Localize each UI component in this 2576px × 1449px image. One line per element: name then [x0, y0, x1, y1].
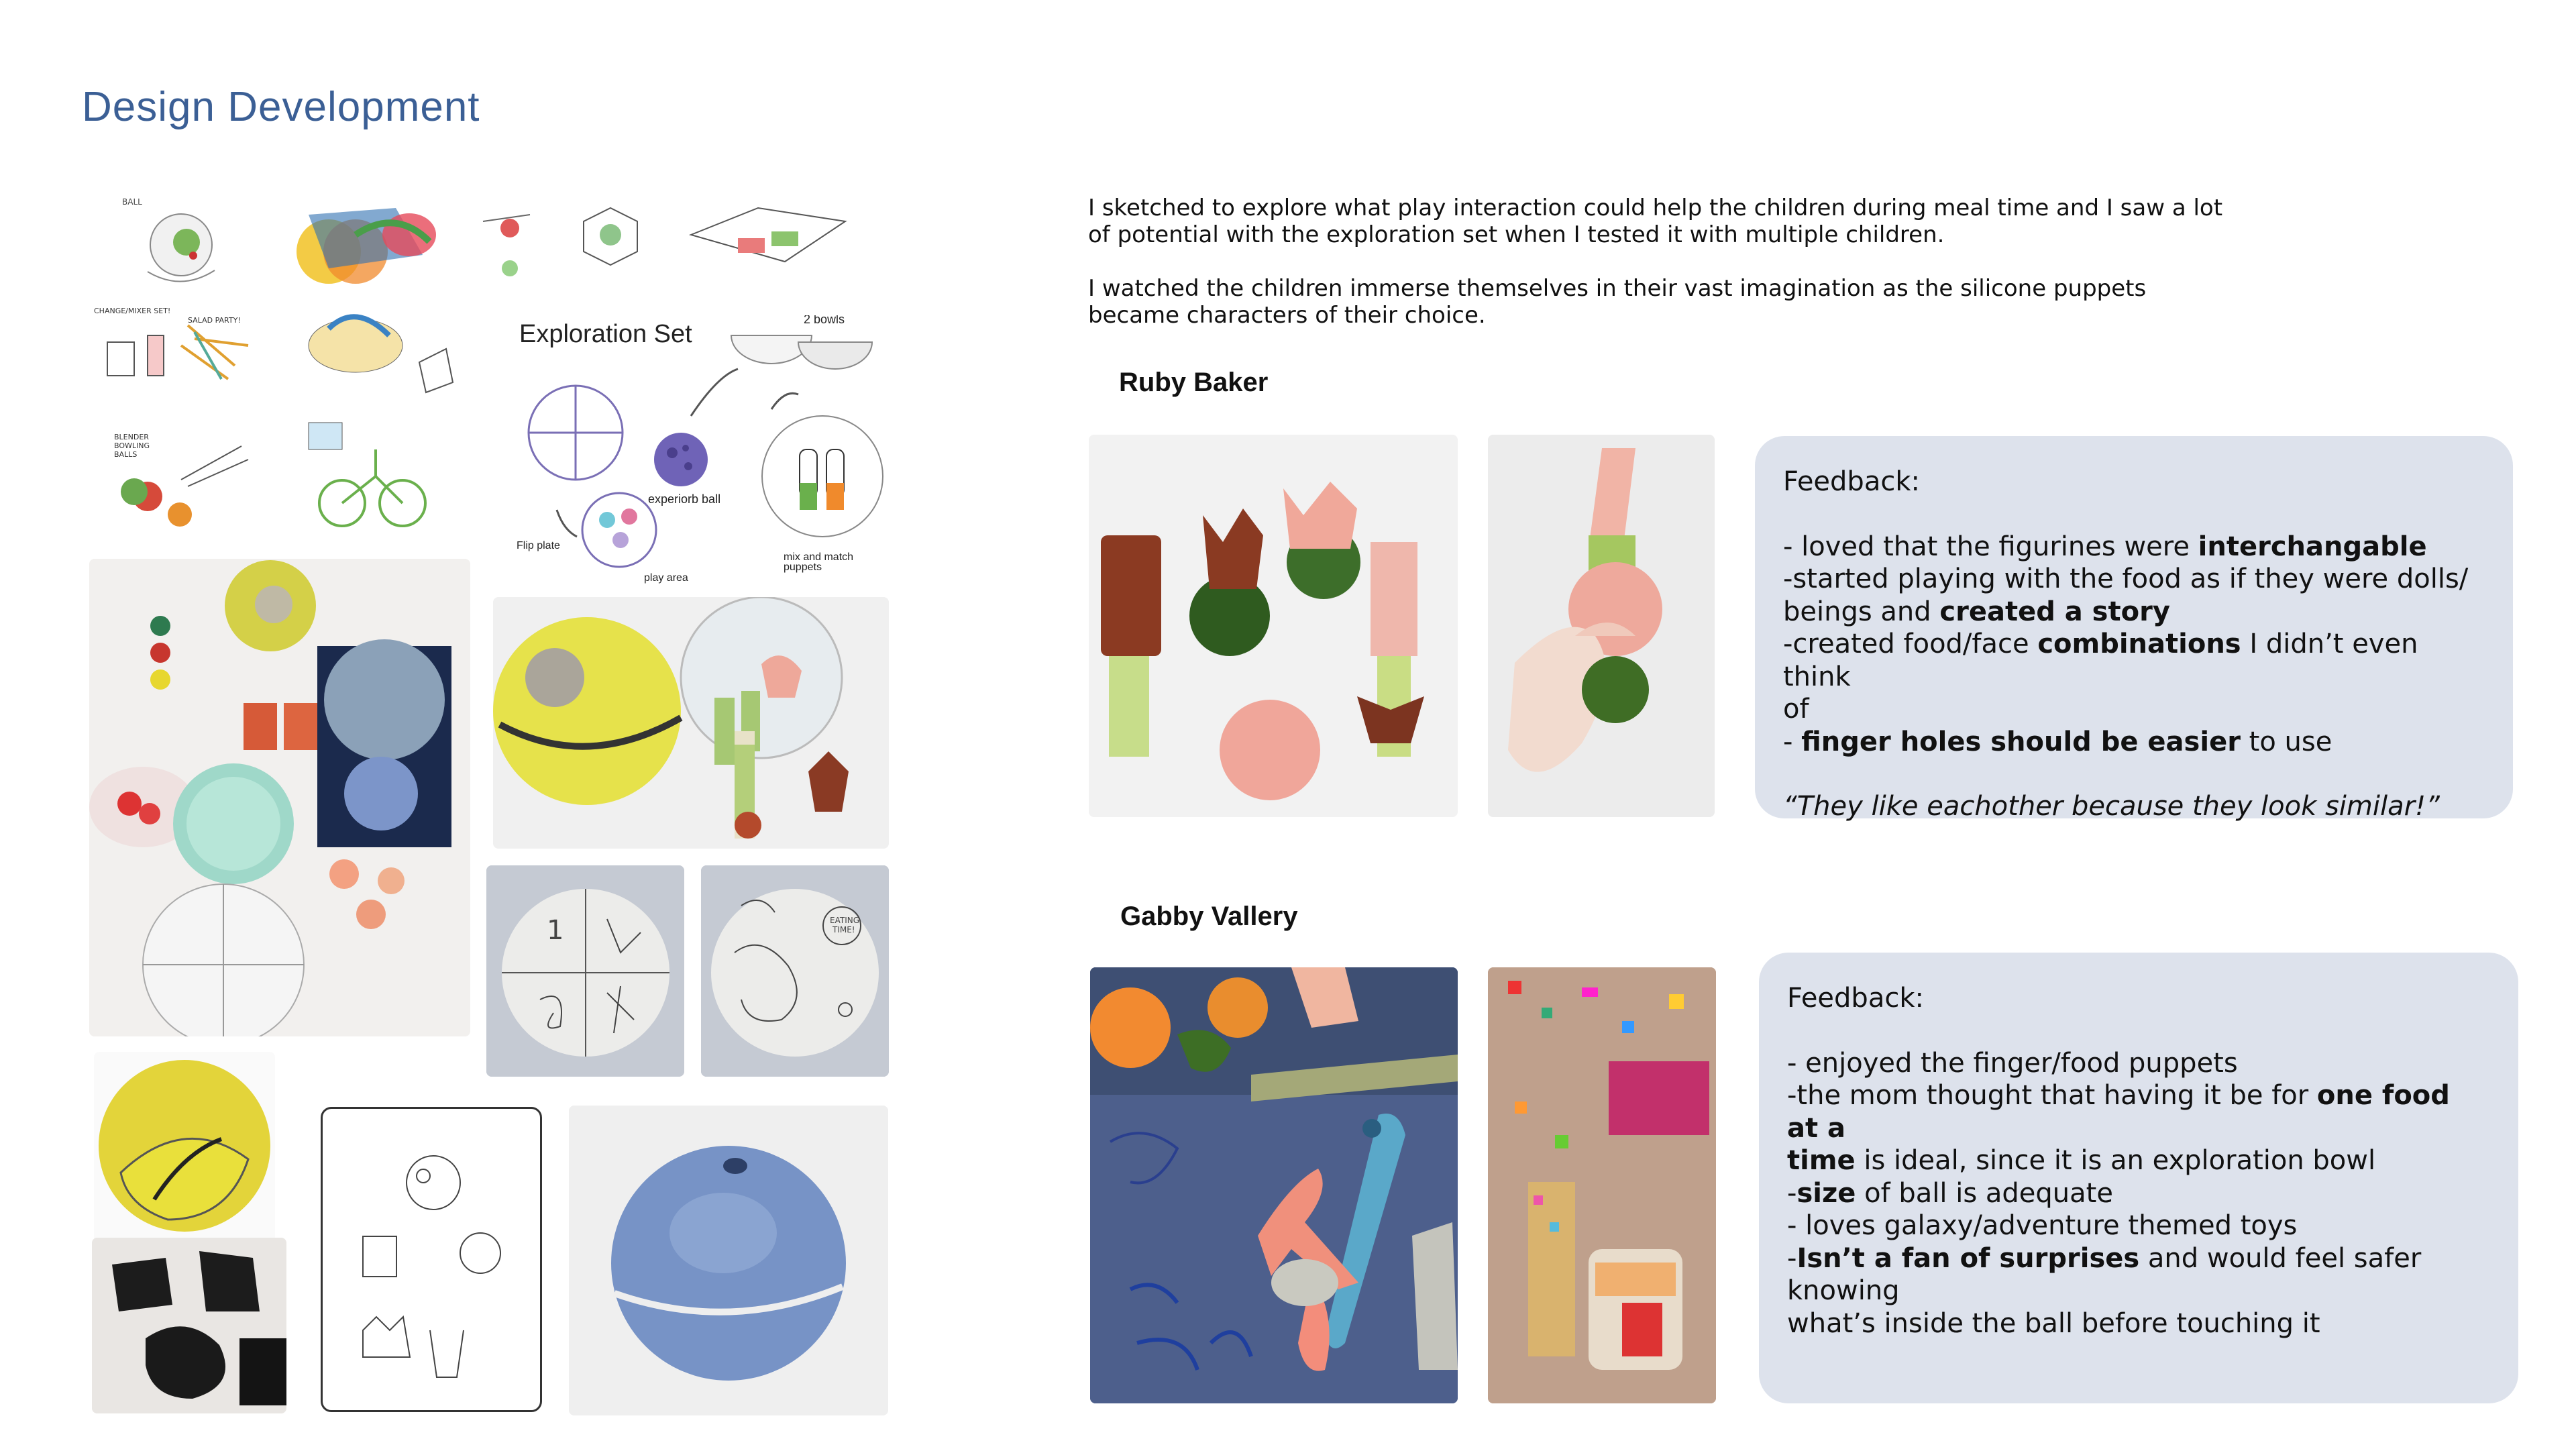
sketch-sheet-bowls	[288, 195, 463, 543]
feedback-line: -size of ball is adequate	[1787, 1177, 2113, 1209]
photo-flip-plate-1	[486, 865, 684, 1077]
feedback-line: -created food/face combinations I didn’t even think	[1783, 629, 2418, 692]
photo-ruby-figurines	[1089, 435, 1458, 817]
sketch-label-changemixer: CHANGE/MIXER SET!	[94, 307, 171, 315]
sketch-sheet-ideas	[87, 191, 268, 547]
photo-yellow-ball	[94, 1052, 275, 1246]
photo-gabby-table	[1090, 967, 1458, 1403]
play-area-label: play area	[644, 572, 688, 584]
feedback-card-gabby	[1759, 953, 2518, 1403]
feedback-heading: Feedback:	[1787, 983, 1924, 1014]
photo-material-board	[89, 559, 470, 1036]
photo-ruby-hands	[1488, 435, 1715, 817]
photo-flip-plate-2	[701, 865, 889, 1077]
feedback-line: time is ideal, since it is an exploration bowl	[1787, 1145, 2376, 1176]
feedback-line: - loved that the figurines were interchangable	[1783, 531, 2427, 562]
feedback-line: -the mom thought that having it be for one food at a	[1787, 1080, 2450, 1144]
mix-match-label: mix and match	[784, 551, 854, 563]
exploration-set-sketch	[490, 315, 892, 584]
photo-blue-ball	[569, 1106, 888, 1415]
eating-label-2: TIME!	[833, 925, 855, 934]
participant-name-gabby: Gabby Vallery	[1120, 902, 1298, 931]
feedback-line: - finger holes should be easier to use	[1783, 726, 2332, 757]
sketch-label-salad-party: SALAD PARTY!	[188, 316, 241, 325]
flip-plate-label: Flip plate	[517, 540, 560, 551]
puppet-line-drawings	[321, 1107, 542, 1412]
participant-name-ruby: Ruby Baker	[1119, 368, 1269, 397]
puppets-label: puppets	[784, 561, 822, 573]
feedback-line: - enjoyed the finger/food puppets	[1787, 1047, 2238, 1079]
exploration-set-label: Exploration Set	[519, 320, 692, 348]
sketch-sheet-misc	[470, 195, 885, 319]
feedback-line: what’s inside the ball before touching it	[1787, 1307, 2320, 1339]
intro-paragraph-1: I sketched to explore what play interaction could help the children during meal time and I saw a lot of potential with the exploration set when I tested it with multiple children.	[1088, 195, 2223, 248]
feedback-line: -started playing with the food as if they were dolls/	[1783, 564, 2469, 594]
svg-text:1: 1	[547, 915, 564, 946]
photo-ball-and-dome	[493, 597, 889, 849]
two-bowls-label: 2 bowls	[804, 315, 845, 326]
photo-black-puppets	[92, 1238, 286, 1413]
page-title: Design Development	[82, 84, 480, 130]
sketch-label-bowling: BOWLING	[114, 441, 150, 450]
feedback-quote: “They like eachother because they look similar!”	[1783, 791, 2440, 822]
feedback-line: - loves galaxy/adventure themed toys	[1787, 1210, 2298, 1241]
intro-paragraph-2: I watched the children immerse themselves in their vast imagination as the silicone puppets became characters of their choice.	[1088, 275, 2147, 329]
sketch-label-balls: BALLS	[114, 450, 138, 459]
photo-gabby-lego	[1488, 967, 1716, 1403]
sketch-label-blender: BLENDER	[114, 433, 149, 441]
sketch-label-ball: BALL	[122, 197, 142, 207]
eating-label-1: EATING	[830, 916, 860, 925]
feedback-heading: Feedback:	[1783, 466, 1920, 497]
feedback-line: -Isn’t a fan of surprises and would feel safer knowing	[1787, 1242, 2422, 1306]
feedback-line: of	[1783, 694, 1809, 724]
feedback-card-ruby	[1755, 436, 2513, 822]
feedback-line: beings and created a story	[1783, 596, 2170, 627]
experiorb-label: experiorb ball	[648, 492, 721, 506]
